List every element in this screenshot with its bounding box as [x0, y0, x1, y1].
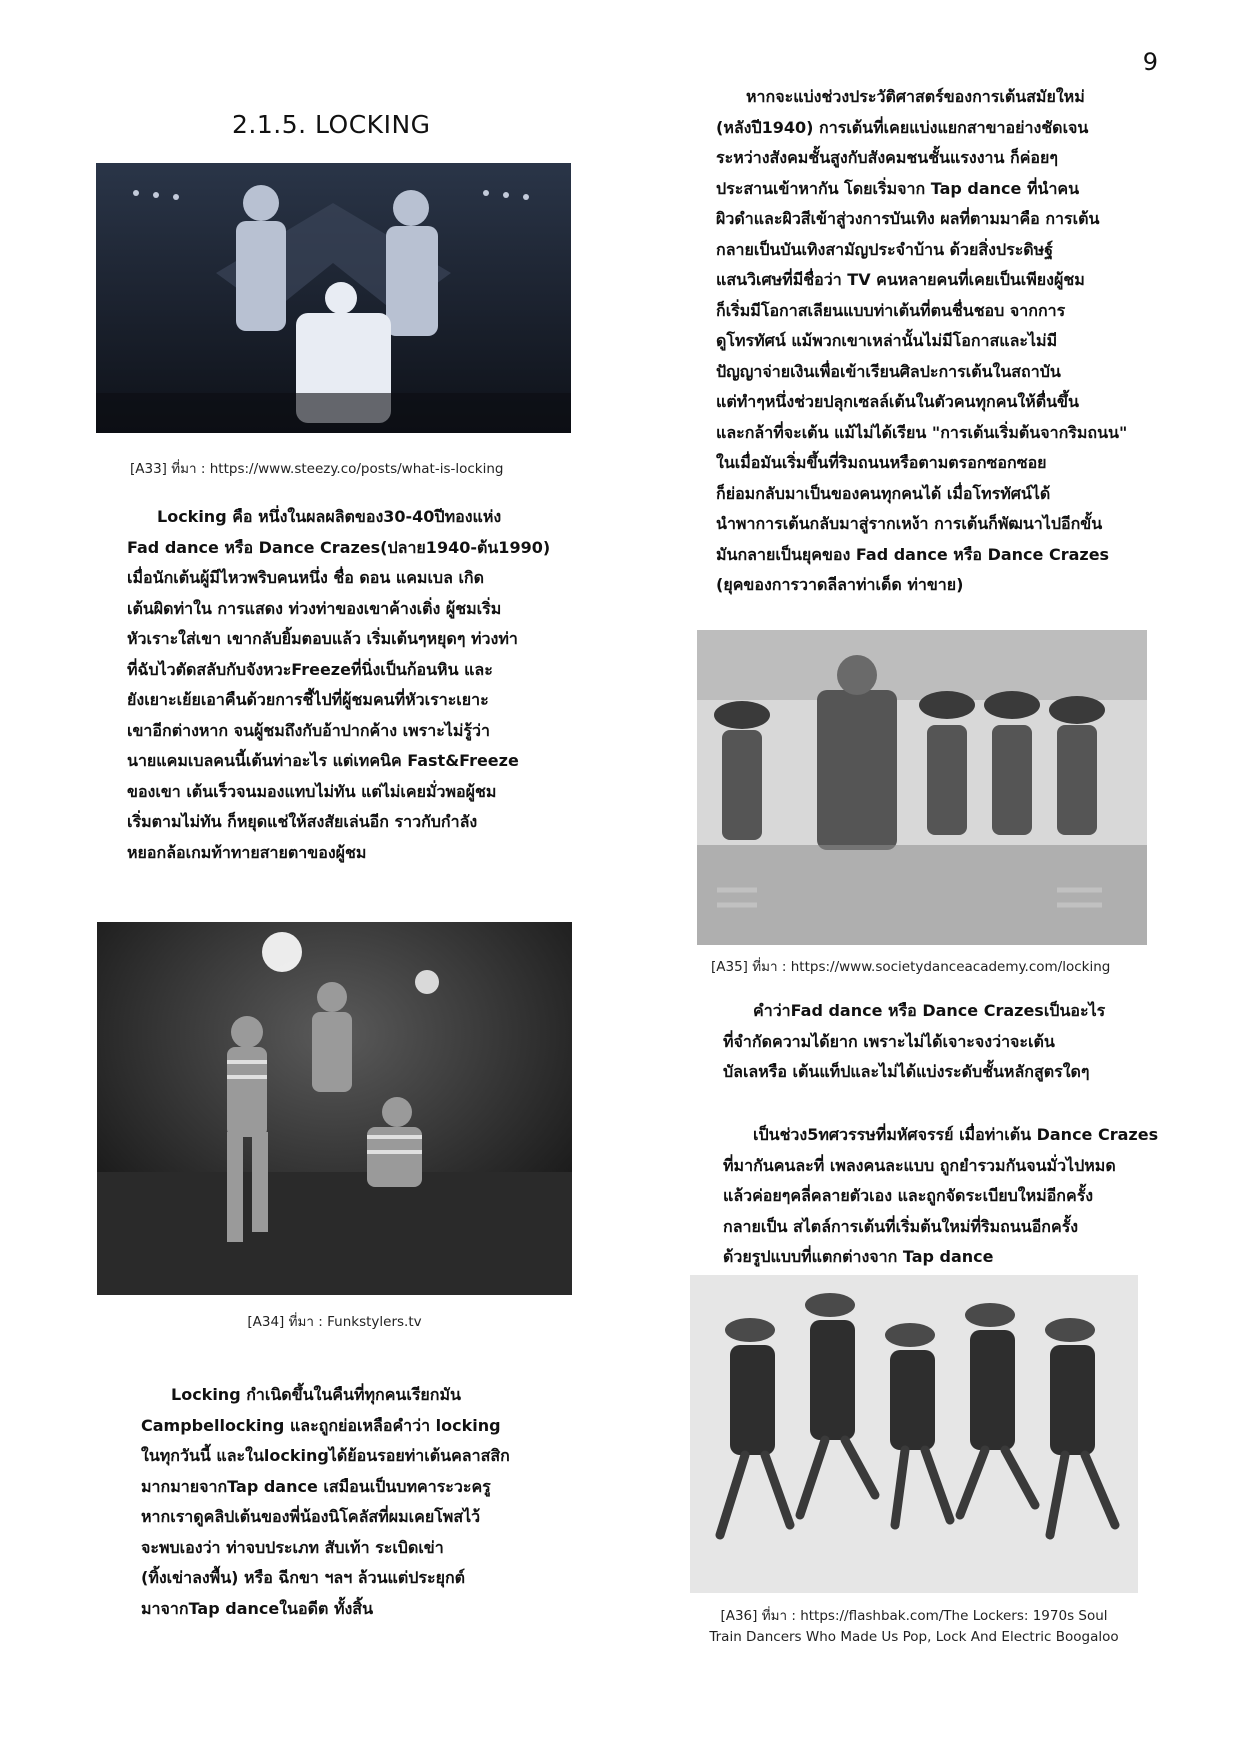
- text-line: ที่จำกัดความได้ยาก เพราะไม่ได้เจาะจงว่าจะเต้น: [723, 1031, 1055, 1051]
- text-line: หากจะแบ่งช่วงประวัติศาสตร์ของการเต้นสมัยใหม่: [746, 87, 1085, 106]
- text-line: หากเราดูคลิปเต้นของพี่น้องนิโคลัสที่ผมเคยโพสไว้: [141, 1507, 481, 1526]
- text-line: ในเมื่อมันเริ่มขึ้นที่ริมถนนหรือตามตรอกซอกซอย: [716, 453, 1047, 472]
- caption-a33: [A33] ที่มา : https://www.steezy.co/posts/what-is-locking: [130, 461, 504, 477]
- photo-a33: [96, 163, 571, 433]
- text-line: (หลังปี1940) การเต้นที่เคยแบ่งแยกสาขาอย่างชัดเจน: [716, 117, 1089, 137]
- text-line: กลายเป็นบันเทิงสามัญประจำบ้าน ด้วยสิ่งประดิษฐ์: [716, 239, 1054, 259]
- right-paragraph-1: [716, 82, 1156, 601]
- text-line: เต้นผิดท่าใน การแสดง ท่วงท่าของเขาค้างเติ่ง ผู้ชมเริ่ม: [127, 598, 502, 618]
- text-line: นำพาการเต้นกลับมาสู่รากเหง้า การเต้นก็พัฒนาไปอีกขั้น: [716, 514, 1103, 533]
- caption-a34: [A34] ที่มา : Funkstylers.tv: [247, 1314, 422, 1330]
- text-line: และกล้าที่จะเต้น แม้ไม่ได้เรียน "การเต้นเริ่มต้นจากริมถนน": [716, 422, 1128, 442]
- left-paragraph-2: [141, 1380, 561, 1624]
- photo-a35: [697, 630, 1147, 945]
- photo-a34: [97, 922, 572, 1295]
- text-line: (ทิ้งเข่าลงพื้น) หรือ ฉีกขา ฯลฯ ล้วนแต่ประยุกต์: [141, 1568, 466, 1587]
- text-line: บัลเลหรือ เต้นแท็ปและไม่ได้แบ่งระดับชั้นหลักสูตรใดๆ: [723, 1062, 1090, 1081]
- text-line: (ยุคของการวาดลีลาท่าเด็ด ท่าขาย): [716, 575, 964, 594]
- text-line: Locking คือ หนึ่งในผลผลิตของ30-40ปีทองแห่ง: [157, 507, 502, 526]
- text-line: นายแคมเบลคนนี้เต้นท่าอะไร แต่เทคนิค Fast&Freeze: [127, 751, 519, 770]
- left-paragraph-1: [127, 502, 551, 868]
- text-line: ดูโทรทัศน์ แม้พวกเขาเหล่านั้นไม่มีโอกาสและไม่มี: [716, 331, 1058, 350]
- caption-a35: [A35] ที่มา : https://www.societydanceacademy.com/locking: [711, 959, 1111, 975]
- text-line: ที่มากันคนละที่ เพลงคนละแบบ ถูกยำรวมกันจนมั่วไปหมด: [723, 1155, 1116, 1175]
- text-line: เป็นช่วง5ทศวรรษที่มหัศจรรย์ เมื่อท่าเต้น Dance Crazes: [753, 1125, 1159, 1144]
- text-line: เมื่อนักเต้นผู้มีไหวพริบคนหนึ่ง ชื่อ ดอน แคมเบล เกิด: [127, 568, 485, 587]
- text-line: หัวเราะใส่เขา เขากลับยิ้มตอบแล้ว เริ่มเต้นๆหยุดๆ ท่วงท่า: [127, 629, 518, 648]
- text-line: แล้วค่อยๆคลี่คลายตัวเอง และถูกจัดระเบียบใหม่อีกครั้ง: [723, 1186, 1094, 1205]
- text-line: คำว่าFad dance หรือ Dance Crazesเป็นอะไร: [753, 1001, 1106, 1020]
- text-line: เริ่มตามไม่ทัน ก็หยุดแช่ให้สงสัยเล่นอีก ราวกับกำลัง: [127, 812, 478, 831]
- caption-a36: [690, 1606, 1138, 1648]
- text-line: ยังเยาะเย้ยเอาคืนด้วยการชี้ไปที่ผู้ชมคนที่หัวเราะเยาะ: [127, 690, 489, 709]
- text-line: ก็ย่อมกลับมาเป็นของคนทุกคนได้ เมื่อโทรทัศน์ได้: [716, 483, 1051, 503]
- text-line: กลายเป็น สไตล์การเต้นที่เริ่มต้นใหม่ที่ริมถนนอีกครั้ง: [723, 1216, 1079, 1236]
- text-line: แสนวิเศษที่มีชื่อว่า TV คนหลายคนที่เคยเป็นเพียงผู้ชม: [716, 270, 1085, 289]
- text-line: หยอกล้อเกมท้าทายสายตาของผู้ชม: [127, 842, 367, 862]
- text-line: ประสานเข้าหากัน โดยเริ่มจาก Tap dance ที่นำคน: [716, 178, 1080, 198]
- text-line: ระหว่างสังคมชั้นสูงกับสังคมชนชั้นแรงงาน ก็ค่อยๆ: [716, 148, 1058, 167]
- text-line: ที่ฉับไวตัดสลับกับจังหวะFreezeที่นิ่งเป็นก้อนหิน และ: [127, 659, 493, 679]
- text-line: ผิวดำและผิวสีเข้าสู่วงการบันเทิง ผลที่ตามมาคือ การเต้น: [716, 209, 1100, 228]
- caption-a36-line-2: Train Dancers Who Made Us Pop, Lock And Electric Boogaloo: [709, 1629, 1119, 1645]
- text-line: Campbellocking และถูกย่อเหลือคำว่า locking: [141, 1415, 501, 1435]
- text-line: ในทุกวันนี้ และในlockingได้ย้อนรอยท่าเต้นคลาสสิก: [141, 1446, 510, 1465]
- text-line: มันกลายเป็นยุคของ Fad dance หรือ Dance Crazes: [716, 544, 1110, 564]
- text-line: จะพบเองว่า ท่าจบประเภท สับเท้า ระเบิดเข่า: [141, 1537, 444, 1557]
- photo-a36: [690, 1275, 1138, 1593]
- text-line: เขาอีกต่างหาก จนผู้ชมถึงกับอ้าปากค้าง เพราะไม่รู้ว่า: [127, 720, 490, 740]
- page-number: 9: [1142, 48, 1158, 76]
- text-line: แต่ทำๆหนึ่งช่วยปลุกเซลล์เต้นในตัวคนทุกคนให้ตื่นขึ้น: [716, 392, 1079, 411]
- text-line: Locking กำเนิดขึ้นในคืนที่ทุกคนเรียกมัน: [171, 1385, 461, 1404]
- text-line: ด้วยรูปแบบที่แตกต่างจาก Tap dance: [723, 1247, 994, 1266]
- right-paragraph-2: [723, 996, 1143, 1088]
- text-line: มาจากTap danceในอดีต ทั้งสิ้น: [141, 1598, 373, 1618]
- text-line: มากมายจากTap dance เสมือนเป็นบทคาระวะครู: [141, 1476, 491, 1496]
- text-line: Fad dance หรือ Dance Crazes(ปลาย1940-ต้น1990): [127, 537, 551, 557]
- right-paragraph-3: [723, 1120, 1163, 1273]
- text-line: ปัญญาจ่ายเงินเพื่อเข้าเรียนศิลปะการเต้นในสถาบัน: [716, 361, 1061, 381]
- section-title: 2.1.5. LOCKING: [232, 110, 431, 139]
- caption-a36-line-1: [A36] ที่มา : https://flashbak.com/The Lockers: 1970s Soul: [720, 1608, 1108, 1624]
- text-line: ของเขา เต้นเร็วจนมองแทบไม่ทัน แต่ไม่เคยมั่วพอผู้ชม: [127, 781, 497, 801]
- text-line: ก็เริ่มมีโอกาสเลียนแบบท่าเต้นที่ตนชื่นชอบ จากการ: [716, 300, 1066, 320]
